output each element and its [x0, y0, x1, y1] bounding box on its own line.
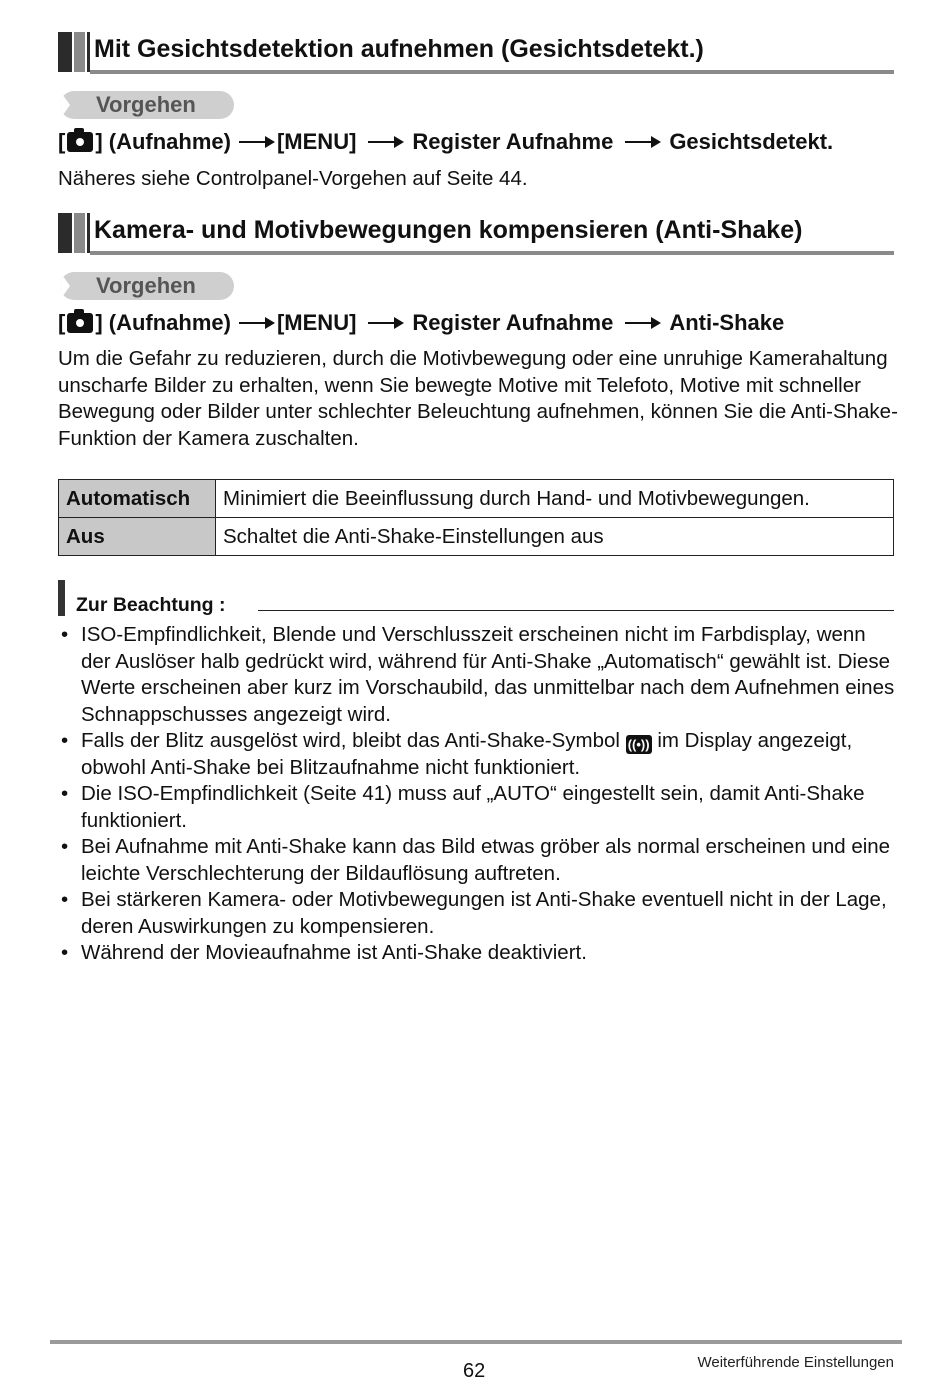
arrow-right-icon: [625, 322, 659, 324]
camera-icon: [67, 313, 93, 333]
divider: [258, 610, 894, 611]
option-key: Automatisch: [59, 480, 216, 518]
list-item: • ISO-Empfindlichkeit, Blende und Verschlusszeit erscheinen nicht im Farbdisplay, wenn der Auslöser halb gedrückt wird, während für Anti-Shake „Automatisch“ gewählt ist. Diese Werte erscheinen aber kurz im Vorschaubild, das unmittelbar nach dem Aufnehmen eines Schnappschusses angezeigt wird.: [58, 622, 898, 728]
list-item: • Die ISO-Empfindlichkeit (Seite 41) muss auf „AUTO“ eingestellt sein, damit Anti-Shake funktioniert.: [58, 781, 898, 834]
list-item: • Während der Movieaufnahme ist Anti-Shake deaktiviert.: [58, 940, 898, 967]
reference-text: Näheres siehe Controlpanel-Vorgehen auf Seite 44.: [58, 167, 528, 190]
procedure-label: Vorgehen: [60, 91, 234, 119]
options-table: [58, 479, 894, 556]
list-item: • Bei Aufnahme mit Anti-Shake kann das Bild etwas gröber als normal erscheinen und eine leichte Verschlechterung der Bildauflösung auftreten.: [58, 834, 898, 887]
section-title: Kamera- und Motivbewegungen kompensieren (Anti-Shake): [94, 216, 803, 244]
camera-icon: [67, 132, 93, 152]
page-number: 62: [463, 1360, 486, 1382]
arrow-right-icon: [625, 141, 659, 143]
note-marker: [58, 580, 65, 616]
option-key: Aus: [59, 518, 216, 556]
arrow-right-icon: [368, 322, 402, 324]
note-title: Zur Beachtung :: [76, 594, 226, 616]
description-text: Um die Gefahr zu reduzieren, durch die Motivbewegung oder eine unruhige Kamerahaltung unscharfe Bilder zu erhalten, wenn Sie bewegte Motive mit Telefoto, Motive mit schneller Bewegung oder Bilder unter schlechter Beleuchtung aufnehmen, können Sie die Anti-Shake-Funktion der Kamera zuschalten.: [58, 347, 898, 450]
list-item: • Bei stärkeren Kamera- oder Motivbewegungen ist Anti-Shake eventuell nicht in der Lage, deren Auswirkungen zu kompensieren.: [58, 887, 898, 940]
anti-shake-icon: ((•)): [626, 735, 652, 754]
table-row: [59, 480, 894, 518]
arrow-right-icon: [368, 141, 402, 143]
arrow-right-icon: [239, 322, 273, 324]
menu-path: [ ] (Aufnahme) [MENU] Register Aufnahme Anti-Shake: [58, 310, 785, 335]
menu-path: [ ] (Aufnahme) [MENU] Register Aufnahme Gesichtsdetekt.: [58, 129, 834, 154]
section-title: Mit Gesichtsdetektion aufnehmen (Gesichtsdetekt.): [94, 35, 704, 63]
section-heading-anti-shake: [58, 213, 894, 255]
procedure-label: Vorgehen: [60, 272, 234, 300]
arrow-right-icon: [239, 141, 273, 143]
chapter-name: Weiterführende Einstellungen: [697, 1354, 894, 1371]
option-description: Schaltet die Anti-Shake-Einstellungen aus: [216, 518, 894, 556]
notes-list: [58, 622, 898, 967]
section-heading-face-detection: [58, 32, 894, 74]
table-row: [59, 518, 894, 556]
list-item: • Falls der Blitz ausgelöst wird, bleibt das Anti-Shake-Symbol ((•)) im Display angezeigt, obwohl Anti-Shake bei Blitzaufnahme nicht funktioniert.: [58, 728, 898, 781]
footer-divider: [50, 1340, 902, 1344]
option-description: Minimiert die Beeinflussung durch Hand- und Motivbewegungen.: [216, 480, 894, 518]
